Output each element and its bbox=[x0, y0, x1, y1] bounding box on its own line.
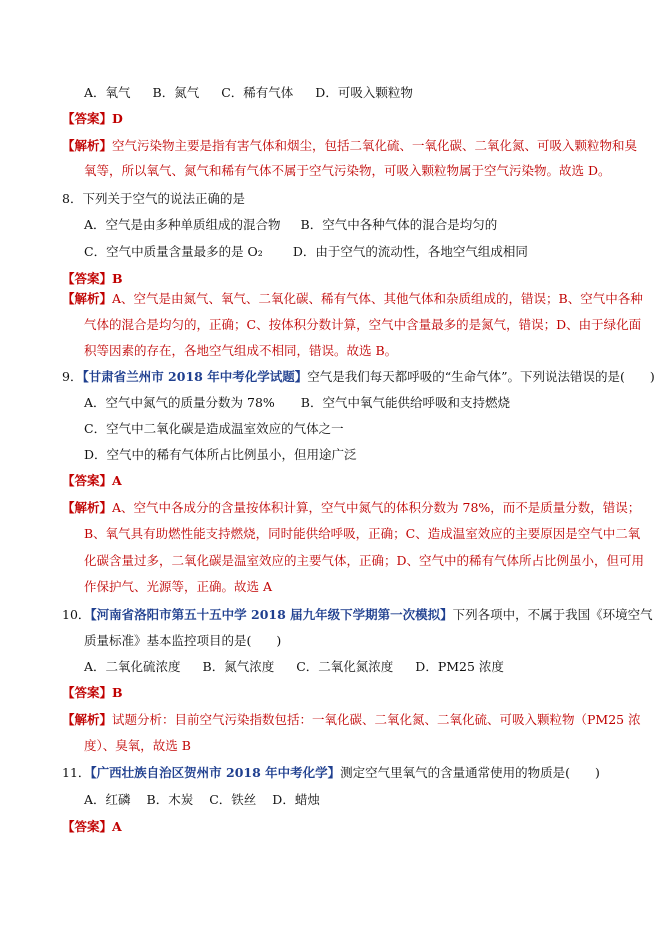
q11-options bbox=[84, 791, 320, 809]
q7-analysis-line-1 bbox=[62, 137, 637, 155]
q11-option-b: B．木炭 bbox=[146, 792, 194, 807]
q10-options bbox=[84, 658, 504, 676]
q10-option-d: D．PM25 浓度 bbox=[415, 659, 504, 674]
q7-options bbox=[84, 84, 413, 102]
analysis-text: 试题分析：目前空气污染指数包括：一氧化碳、二氧化氮、二氧化硫、可吸入颗粒物（PM25 浓 bbox=[112, 712, 641, 727]
q9-option-d: D．空气中的稀有气体所占比例虽小，但用途广泛 bbox=[84, 447, 357, 462]
q7-option-a: A．氧气 bbox=[84, 85, 131, 100]
answer-tag: 【答案】 bbox=[62, 271, 113, 286]
q10-analysis-line-2: 度）、臭氧，故选 B bbox=[84, 738, 191, 753]
q9-question: 空气是我们每天都呼吸的“生命气体”。下列说法错误的是( ) bbox=[307, 369, 655, 384]
q8-analysis-line-2: 气体的混合是均匀的，正确；C、按体积分数计算，空气中含量最多的是氮气，错误；D、由于绿化面 bbox=[84, 317, 642, 332]
q8-options-row-2 bbox=[84, 243, 528, 261]
q10-question: 下列各项中，不属于我国《环境空气 bbox=[452, 607, 653, 622]
q8-answer bbox=[62, 270, 123, 288]
answer-value: A bbox=[112, 819, 122, 834]
q9-answer bbox=[62, 472, 122, 490]
q7-option-c: C．稀有气体 bbox=[221, 85, 294, 100]
answer-value: A bbox=[112, 473, 122, 488]
analysis-text: A、空气中各成分的含量按体积计算，空气中氮气的体积分数为 78%，而不是质量分数，错误； bbox=[112, 500, 641, 515]
q9-option-a: A．空气中氮气的质量分数为 78% bbox=[84, 395, 275, 410]
q9-analysis-line-3: 化碳含量过多，二氧化碳是温室效应的主要气体，正确；D、空气中的稀有气体所占比例虽小，但可用 bbox=[84, 553, 645, 568]
q10-number: 10． bbox=[62, 607, 91, 622]
q8-option-b: B．空气中各种气体的混合是均匀的 bbox=[300, 217, 498, 232]
q9-number: 9． bbox=[62, 369, 83, 384]
analysis-tag: 【解析】 bbox=[62, 138, 113, 153]
q8-analysis-line-1 bbox=[62, 290, 643, 308]
q9-option-b: B．空气中氧气能供给呼吸和支持燃烧 bbox=[300, 395, 510, 410]
q9-source: 【甘肃省兰州市 2018 年中考化学试题】 bbox=[82, 369, 308, 384]
answer-tag: 【答案】 bbox=[62, 819, 113, 834]
analysis-text: 空气污染物主要是指有害气体和烟尘，包括二氧化硫、一氧化碳、二氧化氮、可吸入颗粒物和臭 bbox=[112, 138, 638, 153]
q9-option-c: C．空气中二氧化碳是造成温室效应的气体之一 bbox=[84, 421, 344, 436]
q7-answer bbox=[62, 110, 123, 128]
q8-stem: 8．下列关于空气的说法正确的是 bbox=[62, 191, 245, 206]
q11-source: 【广西壮族自治区贺州市 2018 年中考化学】 bbox=[90, 765, 341, 780]
q10-answer bbox=[62, 684, 123, 702]
analysis-tag: 【解析】 bbox=[62, 500, 113, 515]
q10-option-b: B．氮气浓度 bbox=[202, 659, 275, 674]
q10-analysis-line-1 bbox=[62, 711, 641, 729]
analysis-tag: 【解析】 bbox=[62, 291, 113, 306]
q7-option-d: D．可吸入颗粒物 bbox=[315, 85, 413, 100]
answer-tag: 【答案】 bbox=[62, 473, 113, 488]
q11-option-d: D．蜡烛 bbox=[272, 792, 320, 807]
q9-analysis-line-4: 作保护气、光源等，正确。故选 A bbox=[84, 579, 273, 594]
q7-analysis-line-2: 氧等，所以氧气、氮气和稀有气体不属于空气污染物，可吸入颗粒物属于空气污染物。故选 D。 bbox=[84, 163, 611, 178]
q11-option-a: A．红磷 bbox=[84, 792, 131, 807]
q10-option-c: C．二氧化氮浓度 bbox=[296, 659, 394, 674]
q9-options-row-1 bbox=[84, 394, 510, 412]
q11-question: 测定空气里氧气的含量通常使用的物质是( ) bbox=[340, 765, 600, 780]
q8-option-a: A．空气是由多种单质组成的混合物 bbox=[84, 217, 281, 232]
q9-stem bbox=[62, 368, 655, 386]
q8-option-c: C．空气中质量含量最多的是 O₂ bbox=[84, 244, 263, 259]
q10-option-a: A．二氧化硫浓度 bbox=[84, 659, 181, 674]
answer-tag: 【答案】 bbox=[62, 685, 113, 700]
answer-value: B bbox=[112, 685, 123, 700]
q8-options-row-1 bbox=[84, 216, 497, 234]
q11-stem bbox=[62, 764, 600, 782]
q8-option-d: D．由于空气的流动性，各地空气组成相同 bbox=[292, 244, 528, 259]
analysis-tag: 【解析】 bbox=[62, 712, 113, 727]
q9-analysis-line-2: B、氧气具有助燃性能支持燃烧，同时能供给呼吸，正确；C、造成温室效应的主要原因是空气中二氧 bbox=[84, 526, 641, 541]
q7-option-b: B．氮气 bbox=[152, 85, 200, 100]
answer-value: B bbox=[112, 271, 123, 286]
answer-tag: 【答案】 bbox=[62, 111, 113, 126]
q10-stem-line-2: 质量标准》基本监控项目的是( ) bbox=[84, 633, 282, 648]
q11-option-c: C．铁丝 bbox=[209, 792, 257, 807]
analysis-text: A、空气是由氮气、氧气、二氧化碳、稀有气体、其他气体和杂质组成的，错误；B、空气中各种 bbox=[112, 291, 643, 306]
q11-answer bbox=[62, 818, 122, 836]
q11-number: 11． bbox=[62, 765, 91, 780]
q10-source: 【河南省洛阳市第五十五中学 2018 届九年级下学期第一次模拟】 bbox=[90, 607, 453, 622]
q9-analysis-line-1 bbox=[62, 499, 640, 517]
q10-stem-line-1 bbox=[62, 606, 653, 624]
q8-analysis-line-3: 积等因素的存在，各地空气组成不相同，错误。故选 B。 bbox=[84, 343, 398, 358]
answer-value: D bbox=[112, 111, 123, 126]
